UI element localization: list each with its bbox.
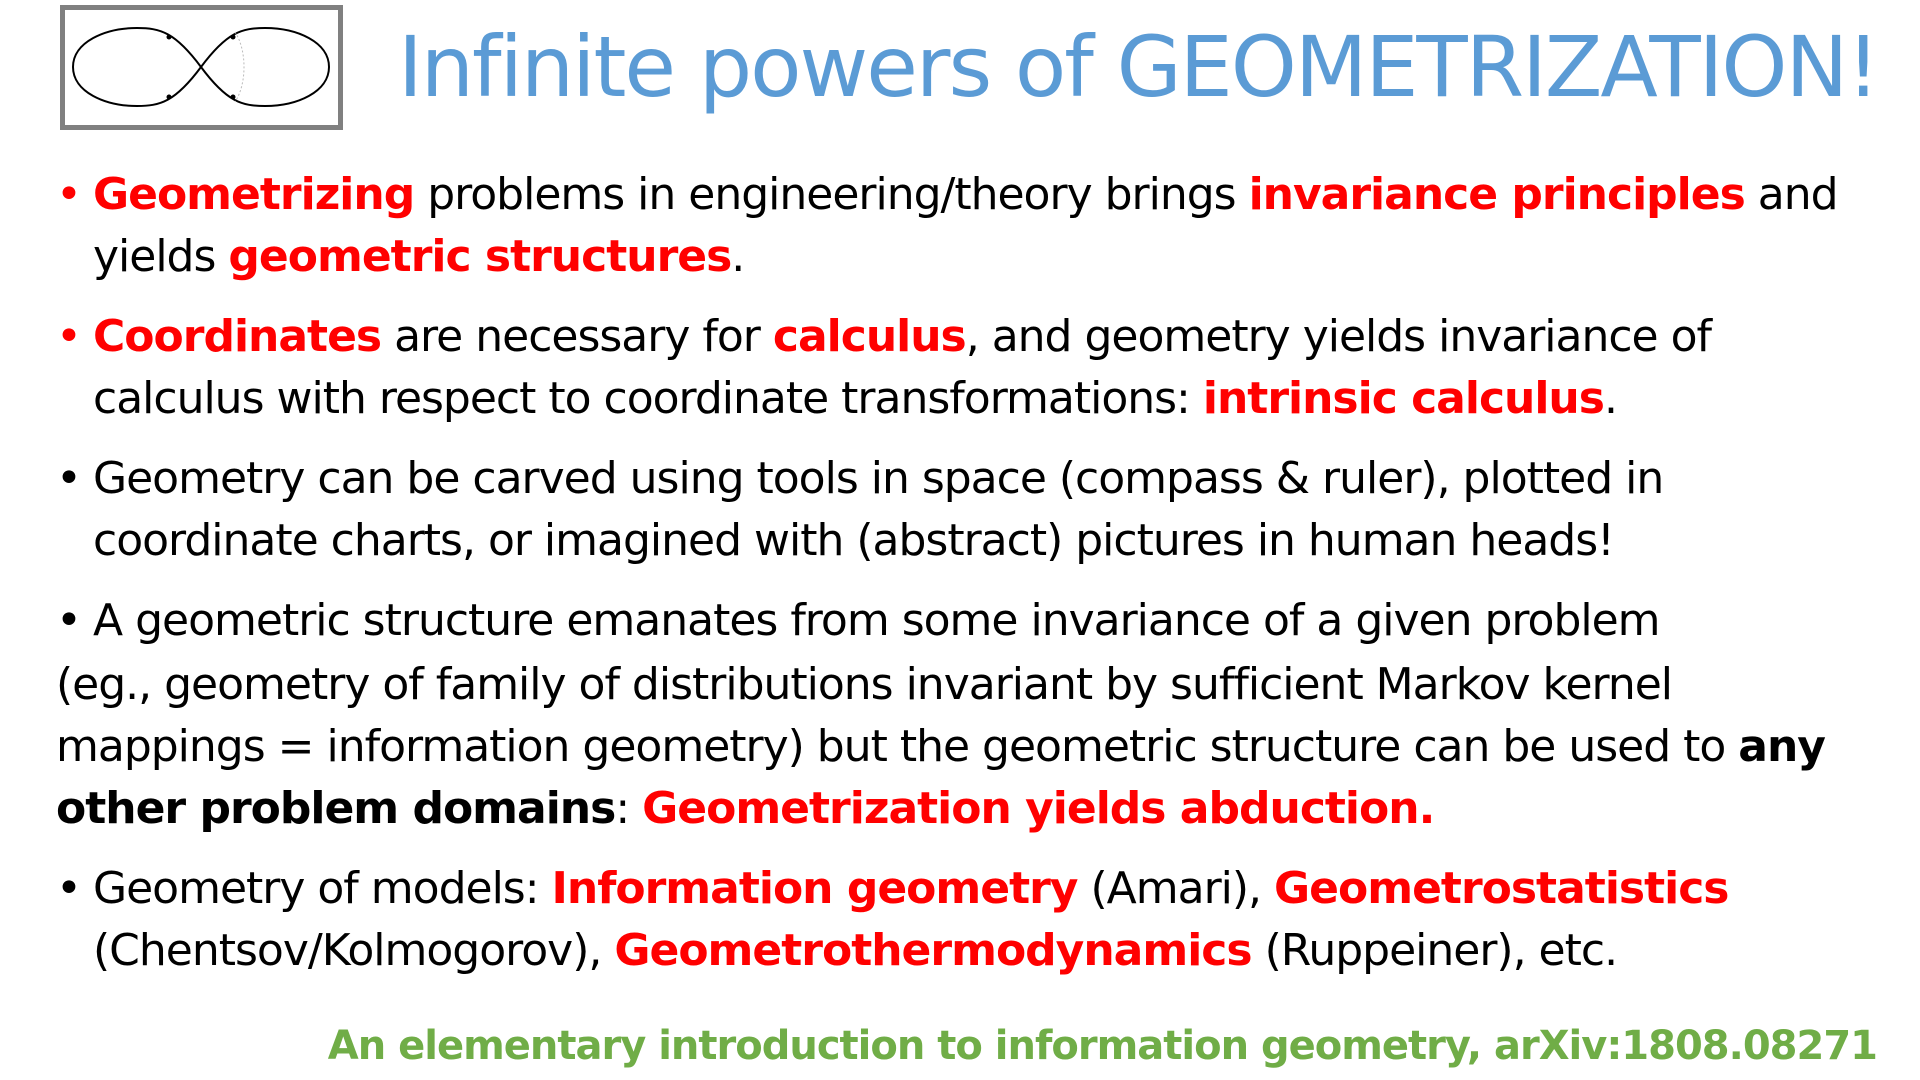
bullet-coordinates bbox=[56, 306, 1886, 430]
red-bold-text: Geometrostatistics bbox=[1274, 863, 1729, 914]
bold-text: any other problem domains bbox=[56, 721, 1825, 834]
bullet-marker: • bbox=[56, 453, 81, 504]
red-bold-text: Geometrizing bbox=[93, 169, 415, 220]
body-text: (Ruppeiner), etc. bbox=[1251, 925, 1618, 976]
body-text: (Chentsov/Kolmogorov), bbox=[93, 925, 615, 976]
body-text: , and geometry yields invariance of calculus with respect to coordinate transformations: bbox=[93, 311, 1712, 424]
slide-content bbox=[56, 164, 1886, 1000]
infinity-logo bbox=[60, 5, 343, 130]
bullet-marker: • bbox=[56, 169, 81, 220]
bullet-marker: • bbox=[56, 311, 81, 362]
red-bold-text: geometric structures bbox=[228, 231, 732, 282]
citation-text: An elementary introduction to information geometry, arXiv:1808.08271 bbox=[327, 1023, 1877, 1069]
body-text: : bbox=[615, 783, 643, 834]
body-text: . bbox=[1603, 373, 1617, 424]
bullet-marker: • bbox=[56, 863, 81, 914]
red-bold-text: calculus bbox=[772, 311, 966, 362]
red-bold-text: intrinsic calculus bbox=[1202, 373, 1604, 424]
bullet-marker: • bbox=[56, 595, 81, 646]
infinity-symbol-icon bbox=[65, 10, 338, 125]
body-text: problems in engineering/theory brings bbox=[414, 169, 1249, 220]
body-text: are necessary for bbox=[381, 311, 773, 362]
continuation-paragraph bbox=[56, 654, 1886, 840]
red-bold-text: Coordinates bbox=[93, 311, 382, 362]
slide-title: Infinite powers of GEOMETRIZATION! bbox=[398, 18, 1879, 116]
body-text: (eg., geometry of family of distributions invariant by sufficient Markov kernel mappings = information geometry) but the geometric structure can be used to bbox=[56, 659, 1739, 772]
body-text: A geometric structure emanates from some invariance of a given problem bbox=[93, 595, 1660, 646]
body-text: Geometry can be carved using tools in space (compass & ruler), plotted in coordinate charts, or imagined with (abstract) pictures in human heads! bbox=[93, 453, 1664, 566]
body-text: . bbox=[731, 231, 745, 282]
red-bold-text: Information geometry bbox=[551, 863, 1078, 914]
red-bold-text: invariance principles bbox=[1248, 169, 1745, 220]
bullet-geometry-carved bbox=[56, 448, 1886, 572]
bullet-geometrizing bbox=[56, 164, 1886, 288]
red-bold-text: Geometrization yields abduction. bbox=[642, 783, 1435, 834]
body-text: Geometry of models: bbox=[93, 863, 552, 914]
bullet-geometry-of-models bbox=[56, 858, 1886, 982]
bullet-geometric-structure bbox=[56, 590, 1886, 652]
body-text: (Amari), bbox=[1077, 863, 1275, 914]
body-text: and yields bbox=[93, 169, 1838, 282]
red-bold-text: Geometrothermodynamics bbox=[614, 925, 1252, 976]
